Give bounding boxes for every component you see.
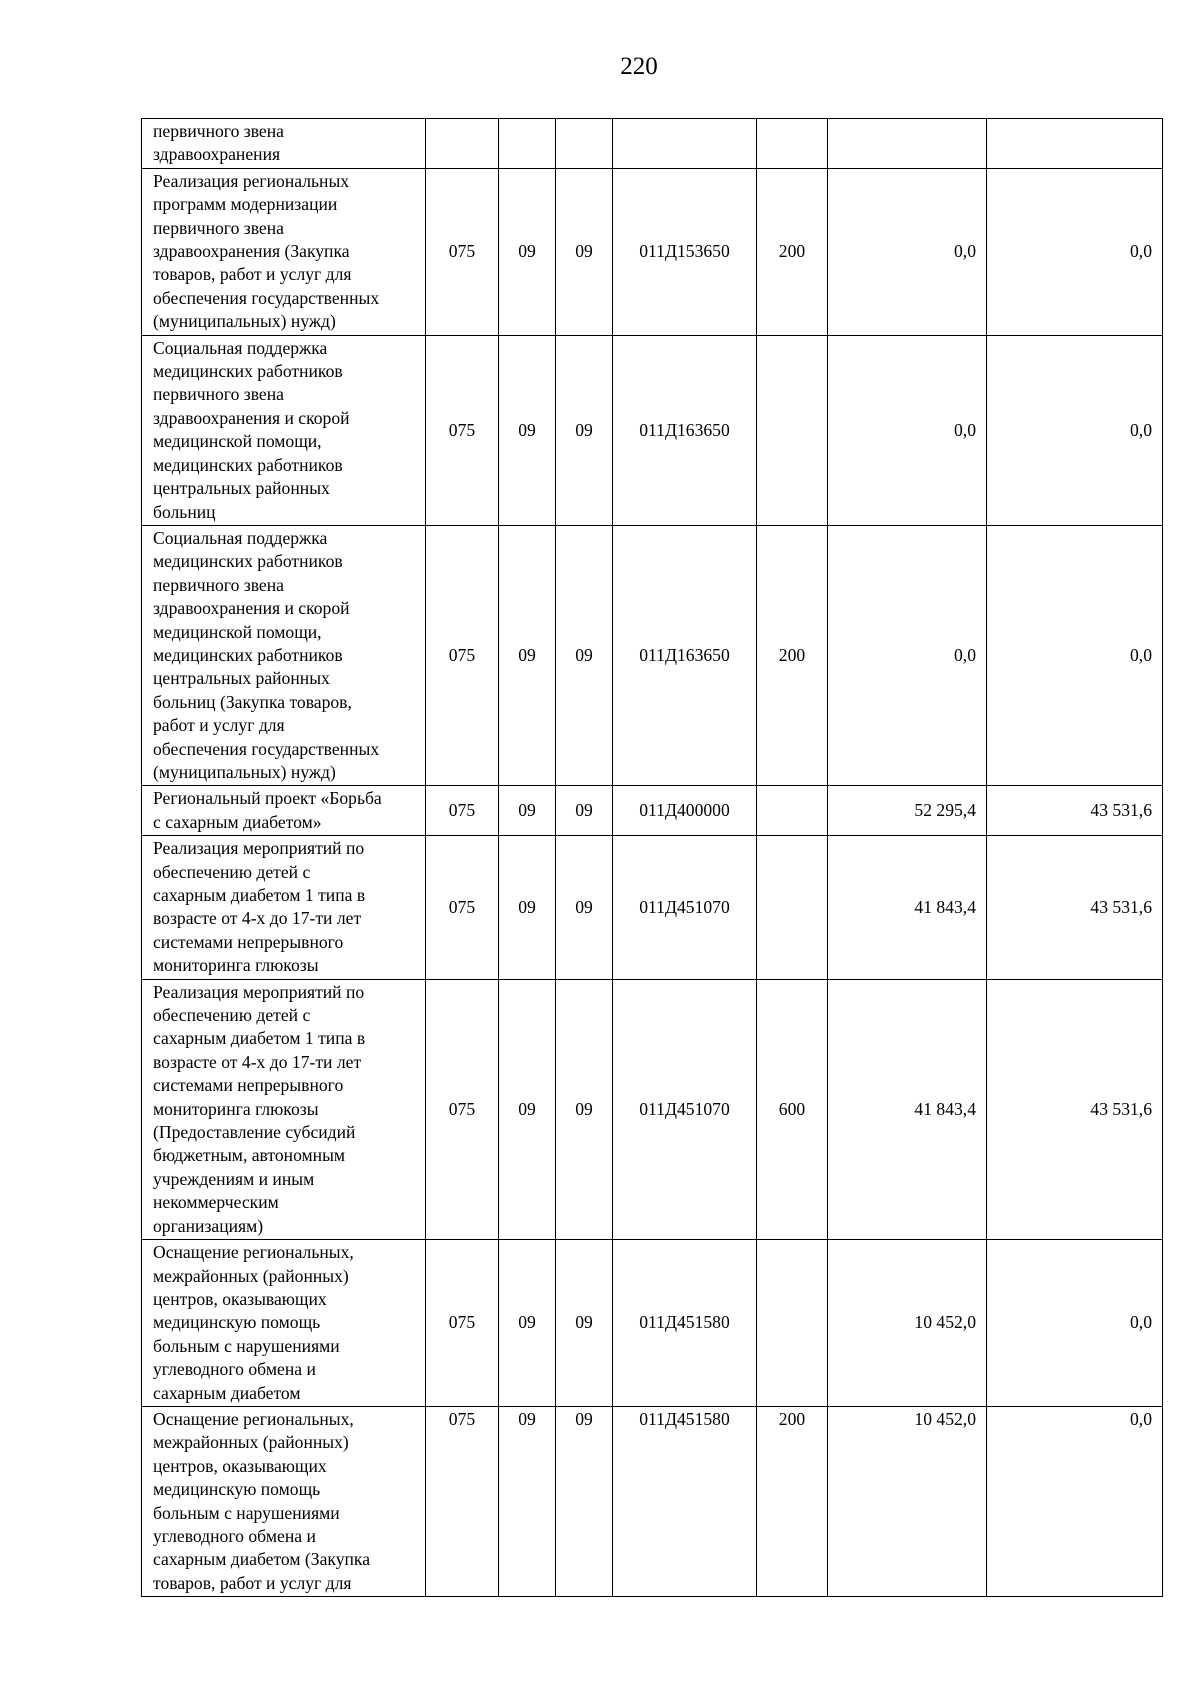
expense-type-code: 200 [757, 1406, 828, 1596]
table-row [142, 786, 1163, 836]
subsection-code: 09 [556, 836, 613, 979]
subsection-code: 09 [556, 168, 613, 335]
target-article-code: 011Д163650 [613, 335, 757, 525]
amount-year-1 [828, 119, 987, 169]
subsection-code: 09 [556, 335, 613, 525]
row-name: Реализация региональных программ модернизации первичного звена здравоохранения (Закупка товаров, работ и услуг для обеспечения государственных (муниципальных) нужд) [142, 168, 426, 335]
row-name: Реализация мероприятий по обеспечению детей с сахарным диабетом 1 типа в возрасте от 4-х до 17-ти лет системами непрерывного мониторинга глюкозы [142, 836, 426, 979]
subsection-code [556, 119, 613, 169]
subsection-code: 09 [556, 979, 613, 1239]
table-row [142, 1240, 1163, 1407]
ved-code: 075 [426, 168, 499, 335]
amount-year-1: 0,0 [828, 525, 987, 785]
subsection-code: 09 [556, 786, 613, 836]
row-name: Региональный проект «Борьба с сахарным диабетом» [142, 786, 426, 836]
section-code: 09 [499, 168, 556, 335]
ved-code: 075 [426, 979, 499, 1239]
ved-code: 075 [426, 525, 499, 785]
amount-year-1: 0,0 [828, 335, 987, 525]
page-number: 220 [620, 53, 658, 80]
target-article-code [613, 119, 757, 169]
row-name: Реализация мероприятий по обеспечению детей с сахарным диабетом 1 типа в возрасте от 4-х до 17-ти лет системами непрерывного мониторинга глюкозы (Предоставление субсидий бюджетным, автономным учреждениям и иным некоммерческим организациям) [142, 979, 426, 1239]
subsection-code: 09 [556, 1406, 613, 1596]
expense-type-code [757, 335, 828, 525]
amount-year-2: 0,0 [987, 168, 1163, 335]
section-code: 09 [499, 979, 556, 1239]
expense-type-code [757, 836, 828, 979]
amount-year-1: 0,0 [828, 168, 987, 335]
expense-type-code: 200 [757, 168, 828, 335]
row-name: Социальная поддержка медицинских работников первичного звена здравоохранения и скорой медицинской помощи, медицинских работников центральных районных больниц [142, 335, 426, 525]
row-name: Оснащение региональных, межрайонных (районных) центров, оказывающих медицинскую помощь больным с нарушениями углеводного обмена и сахарным диабетом (Закупка товаров, работ и услуг для [142, 1406, 426, 1596]
expense-type-code: 600 [757, 979, 828, 1239]
target-article-code: 011Д163650 [613, 525, 757, 785]
target-article-code: 011Д400000 [613, 786, 757, 836]
section-code: 09 [499, 1406, 556, 1596]
amount-year-2: 43 531,6 [987, 786, 1163, 836]
expense-type-code [757, 1240, 828, 1407]
budget-table [141, 118, 1163, 1597]
ved-code: 075 [426, 836, 499, 979]
target-article-code: 011Д153650 [613, 168, 757, 335]
expense-type-code: 200 [757, 525, 828, 785]
amount-year-1: 41 843,4 [828, 836, 987, 979]
row-name: Социальная поддержка медицинских работников первичного звена здравоохранения и скорой медицинской помощи, медицинских работников центральных районных больниц (Закупка товаров, работ и услуг для обеспечения государственных (муниципальных) нужд) [142, 525, 426, 785]
amount-year-1: 10 452,0 [828, 1240, 987, 1407]
amount-year-2: 0,0 [987, 1240, 1163, 1407]
amount-year-1: 52 295,4 [828, 786, 987, 836]
subsection-code: 09 [556, 525, 613, 785]
ved-code: 075 [426, 1406, 499, 1596]
target-article-code: 011Д451580 [613, 1406, 757, 1596]
ved-code: 075 [426, 786, 499, 836]
row-name: Оснащение региональных, межрайонных (районных) центров, оказывающих медицинскую помощь больным с нарушениями углеводного обмена и сахарным диабетом [142, 1240, 426, 1407]
table-row [142, 335, 1163, 525]
ved-code [426, 119, 499, 169]
section-code: 09 [499, 786, 556, 836]
expense-type-code [757, 786, 828, 836]
expense-type-code [757, 119, 828, 169]
subsection-code: 09 [556, 1240, 613, 1407]
section-code: 09 [499, 1240, 556, 1407]
target-article-code: 011Д451070 [613, 979, 757, 1239]
amount-year-2 [987, 119, 1163, 169]
target-article-code: 011Д451580 [613, 1240, 757, 1407]
amount-year-2: 0,0 [987, 335, 1163, 525]
section-code [499, 119, 556, 169]
target-article-code: 011Д451070 [613, 836, 757, 979]
row-name: первичного звена здравоохранения [142, 119, 426, 169]
table-row [142, 119, 1163, 169]
table-row [142, 1406, 1163, 1596]
section-code: 09 [499, 335, 556, 525]
amount-year-1: 10 452,0 [828, 1406, 987, 1596]
table-row [142, 525, 1163, 785]
amount-year-1: 41 843,4 [828, 979, 987, 1239]
amount-year-2: 0,0 [987, 525, 1163, 785]
table-row [142, 836, 1163, 979]
amount-year-2: 43 531,6 [987, 836, 1163, 979]
amount-year-2: 43 531,6 [987, 979, 1163, 1239]
table-row [142, 168, 1163, 335]
table-row [142, 979, 1163, 1239]
section-code: 09 [499, 836, 556, 979]
ved-code: 075 [426, 335, 499, 525]
amount-year-2: 0,0 [987, 1406, 1163, 1596]
section-code: 09 [499, 525, 556, 785]
ved-code: 075 [426, 1240, 499, 1407]
